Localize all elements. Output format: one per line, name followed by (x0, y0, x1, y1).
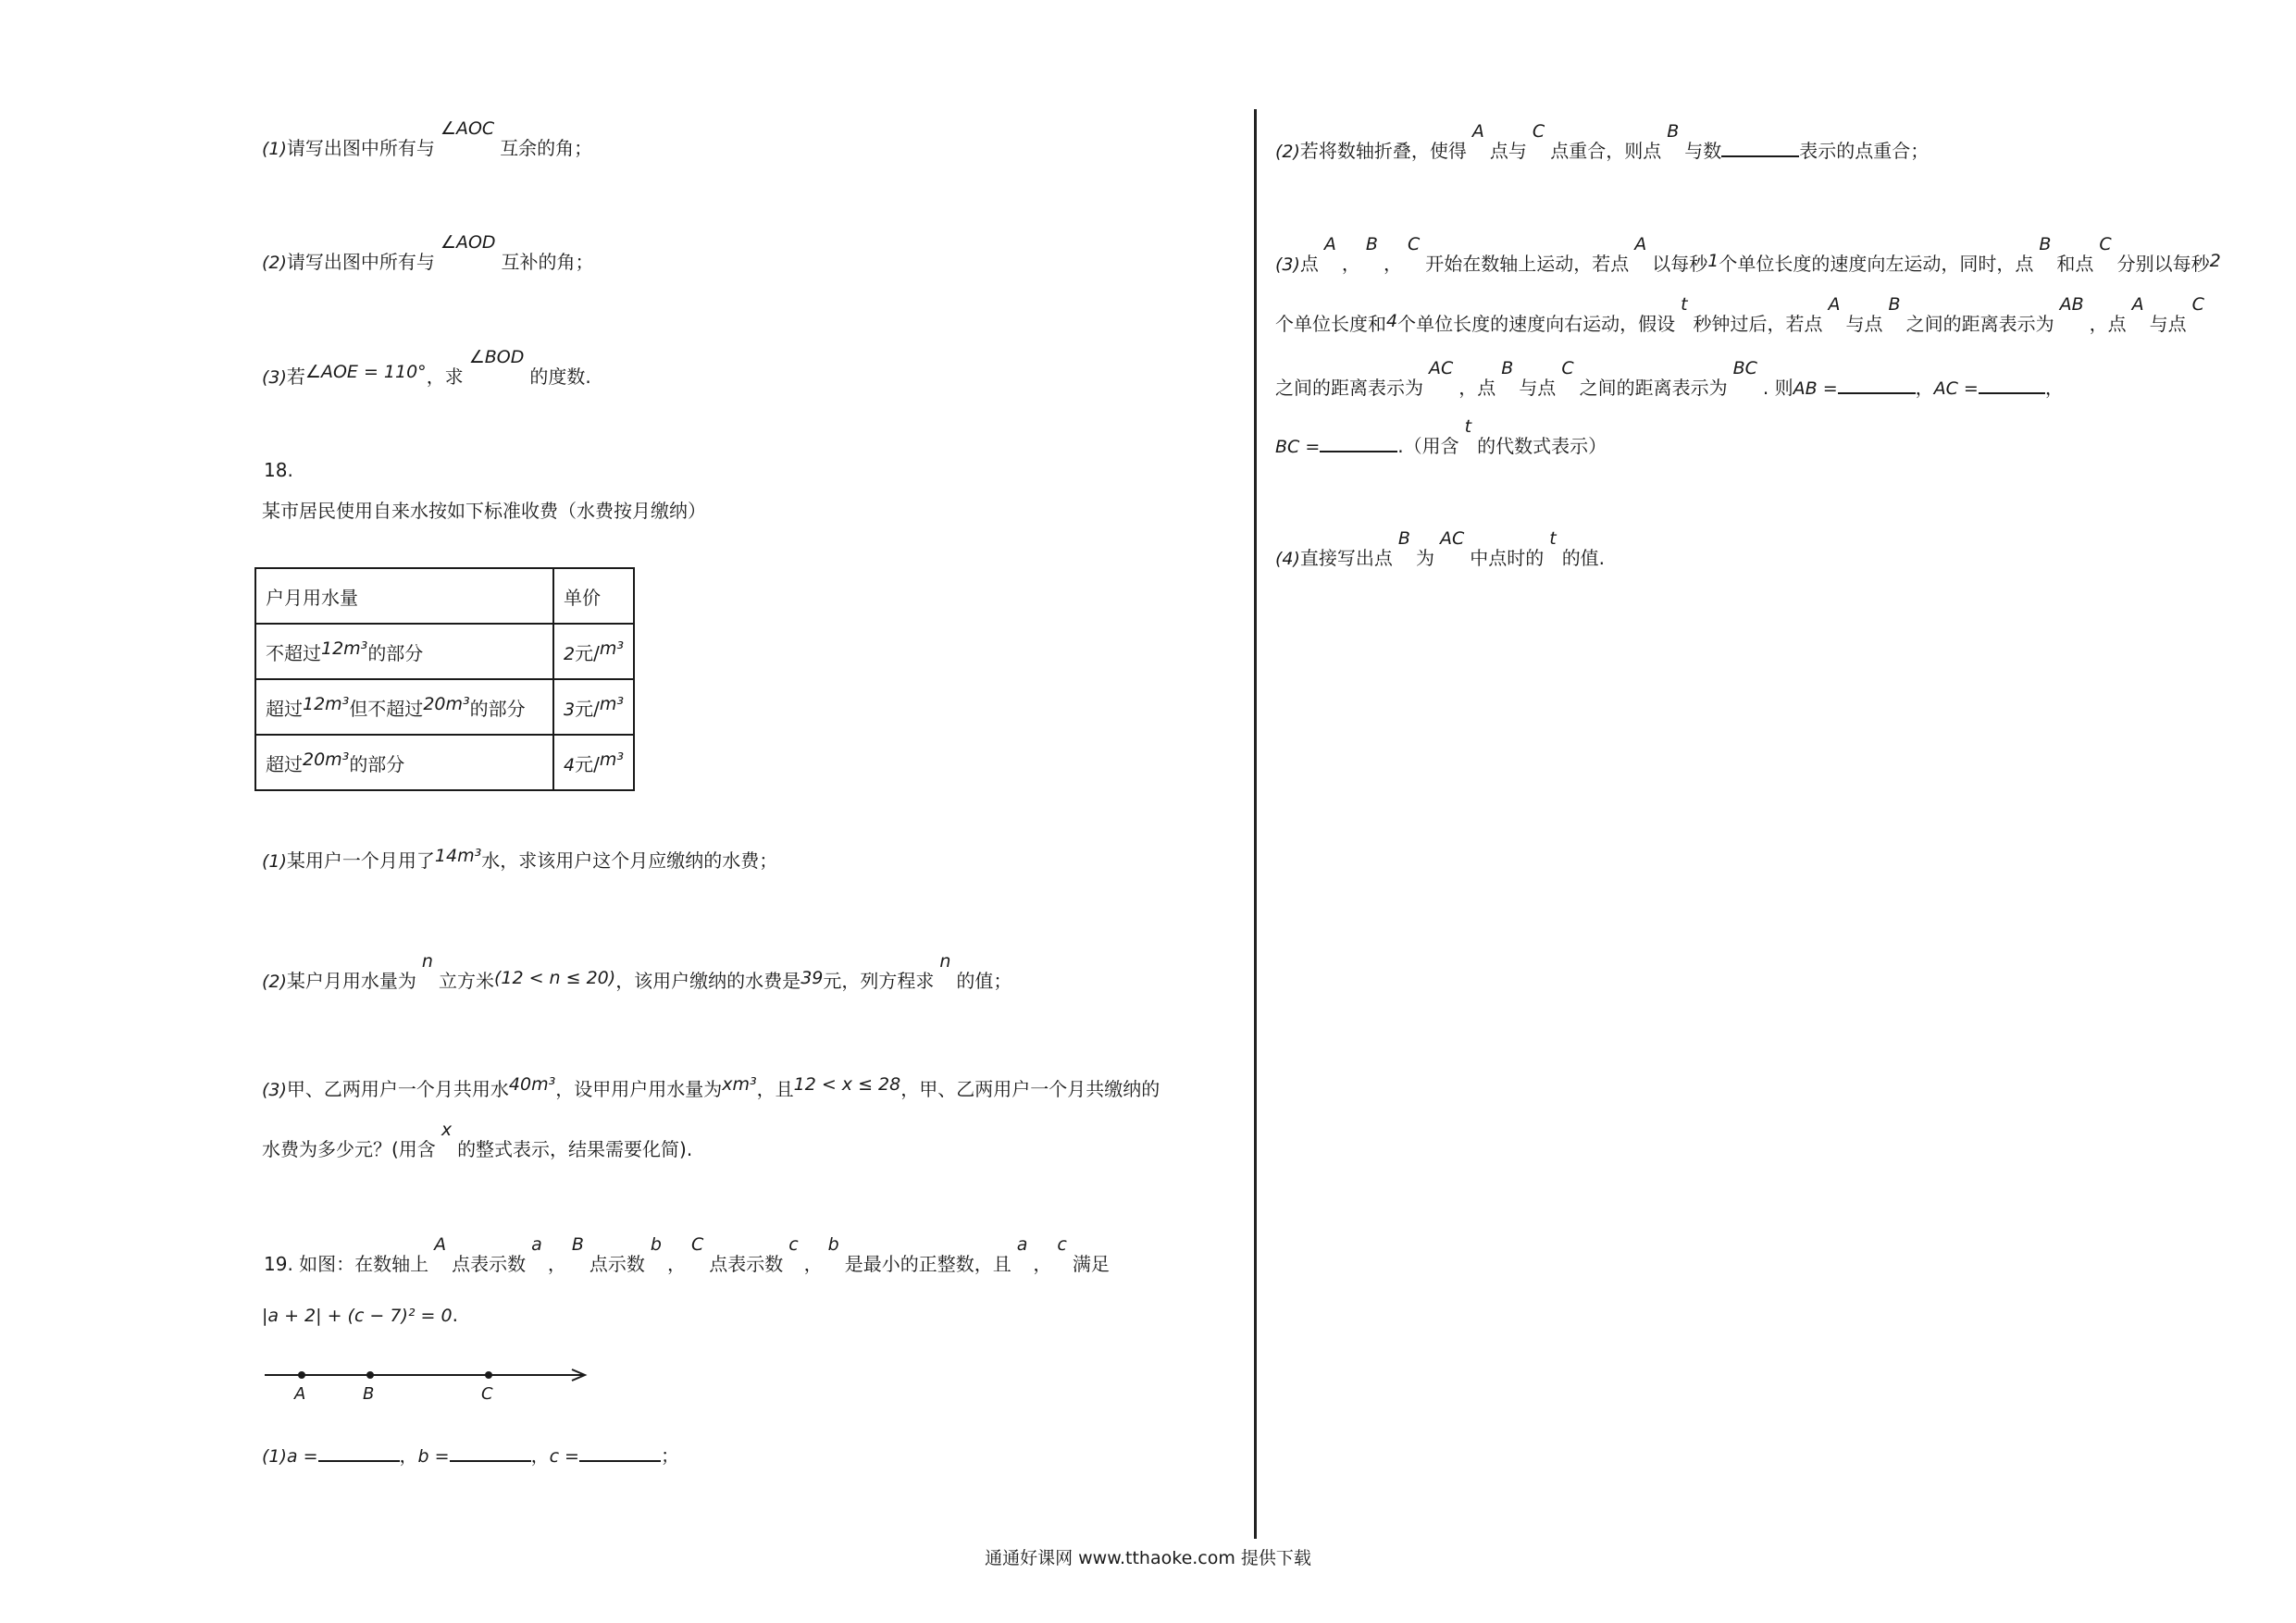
q17-part1: (1)请写出图中所有与∠AOC互余的角； (262, 118, 593, 159)
q19-part3-line2: 个单位长度和4个单位长度的速度向右运动，假设t秒钟过后，若点A与点B之间的距离表示为AB，点A与点C (1275, 294, 2204, 335)
answer-blank-fold[interactable] (1721, 135, 1799, 157)
point-b-label: B (363, 1384, 375, 1404)
q18-part2: (2)某户月用水量为n立方米(12 < n ≤ 20)，该用户缴纳的水费是39元，列方程求n的值； (262, 951, 1012, 992)
answer-blank-ac[interactable] (1979, 372, 2045, 394)
table-cell-usage: 超过20m³的部分 (255, 735, 553, 790)
answer-blank-a[interactable] (318, 1440, 400, 1462)
point-c-label: C (481, 1384, 493, 1404)
table-header-price: 单价 (553, 568, 634, 624)
q17-part3: (3)若∠AOE = 110°，求∠BOD的度数. (262, 347, 591, 388)
q19-part2: (2)若将数轴折叠，使得A点与C点重合，则点B与数 表示的点重合； (1275, 121, 1930, 162)
q19-equation: |a + 2| + (c − 7)² = 0. (262, 1304, 458, 1326)
answer-blank-bc[interactable] (1320, 430, 1397, 452)
q18-intro: 某市居民使用自来水按如下标准收费（水费按月缴纳） (262, 500, 706, 522)
q19-part3-line1: (3)点A，B，C开始在数轴上运动，若点A以每秒1个单位长度的速度向左运动，同时，点B和点C分别以每秒2 (1275, 234, 2221, 275)
table-cell-price: 4元/m³ (553, 735, 634, 790)
table-cell-usage: 超过12m³但不超过20m³的部分 (255, 679, 553, 735)
q18-number: 18. (264, 459, 293, 481)
q19-part3-line3: 之间的距离表示为AC，点B与点C之间的距离表示为BC. 则AB = ，AC = ， (1275, 358, 2064, 399)
answer-blank-ab[interactable] (1838, 372, 1916, 394)
point-c-dot (485, 1371, 492, 1379)
q18-part3-line2: 水费为多少元？(用含x的整式表示，结果需要化简). (262, 1120, 693, 1160)
q18-part3-line1: (3)甲、乙两用户一个月共用水40m³，设甲用户用水量为xm³，且12 < x ≤ 28，甲、乙两用户一个月共缴纳的 (262, 1074, 1160, 1100)
point-a-label: A (294, 1384, 306, 1404)
table-row (255, 735, 634, 790)
water-fee-table (254, 567, 635, 791)
q17-part2: (2)请写出图中所有与∠AOD互补的角； (262, 232, 594, 273)
column-divider (1254, 109, 1257, 1539)
page-footer: 通通好课网 www.tthaoke.com 提供下载 (985, 1548, 1311, 1568)
q19-part4: (4)直接写出点B为AC中点时的t的值. (1275, 528, 1606, 569)
table-cell-price: 2元/m³ (553, 624, 634, 679)
table-cell-price: 3元/m³ (553, 679, 634, 735)
answer-blank-b[interactable] (450, 1440, 531, 1462)
point-a-dot (298, 1371, 305, 1379)
table-cell-usage: 不超过12m³的部分 (255, 624, 553, 679)
q18-part1: (1)某用户一个月用了14m³水，求该用户这个月应缴纳的水费； (262, 846, 778, 872)
table-row (255, 679, 634, 735)
number-line-figure (261, 1353, 594, 1408)
answer-blank-c[interactable] (579, 1440, 661, 1462)
q19-part1: (1)a = ，b = ，c = ； (262, 1440, 679, 1470)
table-row (255, 624, 634, 679)
q19-part3-line4: BC = .（用含t的代数式表示） (1275, 416, 1607, 457)
table-header-row (255, 568, 634, 624)
table-header-usage: 户月用水量 (255, 568, 553, 624)
q19-stem: 19. 如图：在数轴上A点表示数a，B点示数b，C点表示数c，b是最小的正整数，且a，c满足 (264, 1234, 1110, 1275)
point-b-dot (366, 1371, 374, 1379)
